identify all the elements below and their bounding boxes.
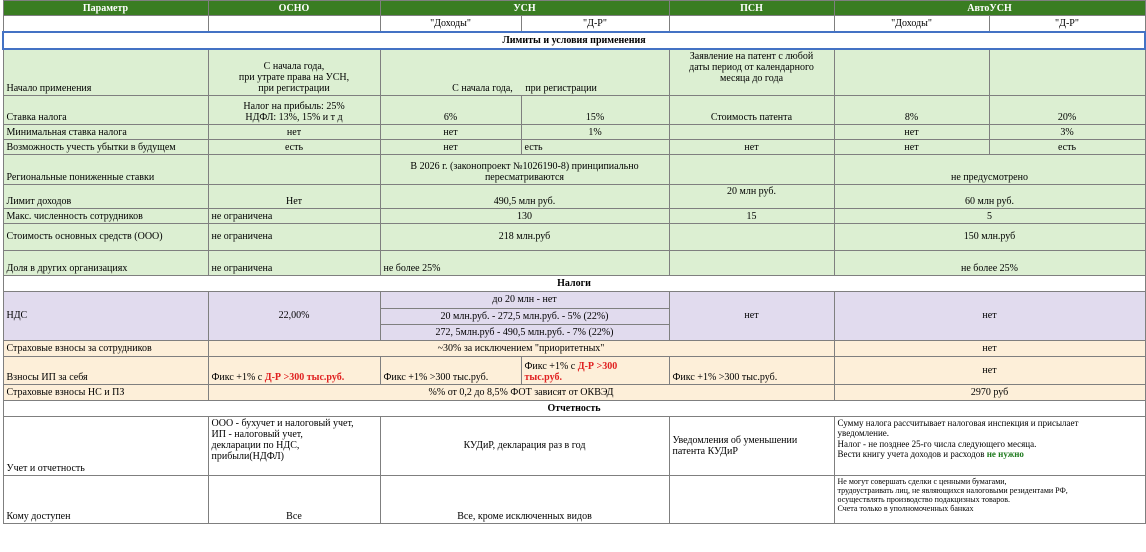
vat-usn-tier-3[interactable]: 272, 5млн.руб - 490,5 млн.руб. - 7% (22%) [380,324,669,340]
minrate-ausn-dr[interactable]: 3% [989,124,1145,139]
row-label[interactable]: Начало применения [3,49,208,95]
row-label[interactable]: Стоимость основных средств (ООО) [3,223,208,250]
header-param[interactable]: Параметр [3,1,208,16]
share-usn[interactable]: не более 25% [380,250,669,275]
row-losses [3,139,1145,154]
cell-line [525,361,666,372]
subheader-empty[interactable] [3,16,208,33]
section-limits-row [3,32,1145,49]
minrate-usn-income[interactable]: нет [380,124,521,139]
share-ausn[interactable]: не более 25% [834,250,1145,275]
highlight-text: тыс.руб. [524,371,562,383]
regional-osno[interactable] [208,154,380,184]
accounting-psn[interactable] [669,416,834,475]
cell-line: Счета только в уполномоченных банках [837,503,974,513]
row-ns-pz [3,384,1145,400]
row-ip-contrib [3,356,1145,384]
cell-line: прибыли(НДФЛ) [211,450,284,462]
cell-line: Не могут совершать сделки с ценными бумагами, [837,476,1007,486]
vat-ausn[interactable]: нет [834,291,1145,340]
regional-ausn[interactable]: не предусмотрено [834,154,1145,184]
minrate-psn[interactable] [669,124,834,139]
row-label[interactable]: Региональные пониженные ставки [3,154,208,184]
cell-text: Вести книгу учета доходов и расходов [837,449,987,459]
cell-text: Фикс +1% с [524,360,578,372]
start-osno[interactable] [208,49,380,95]
income-limit-ausn[interactable]: 60 млн руб. [834,184,1145,208]
row-label[interactable]: Страховые взносы за сотрудников [3,340,208,356]
ip-contrib-ausn[interactable]: нет [834,356,1145,384]
row-income-limit [3,184,1145,208]
row-insurance-staff [3,340,1145,356]
rate-psn[interactable]: Стоимость патента [669,95,834,124]
cell-line: ИП - налоговый учет, [211,428,303,440]
subheader-usn-income[interactable]: "Доходы" [380,16,521,33]
income-limit-psn[interactable]: 20 млн руб. [669,184,834,208]
cell-line: даты период от календарного [689,62,814,73]
row-label[interactable]: Возможность учесть убытки в будущем [3,139,208,154]
header-psn[interactable]: ПСН [669,1,834,16]
staff-osno[interactable]: не ограничена [208,208,380,223]
subheader-empty[interactable] [208,16,380,33]
row-accounting [3,416,1145,475]
row-label[interactable]: Макс. численность сотрудников [3,208,208,223]
cell-line: В 2026 г. (законопроект №1026190-8) принципиально [410,160,639,172]
row-label[interactable]: Доля в других организациях [3,250,208,275]
ip-contrib-usn-dr[interactable] [521,356,669,384]
row-label[interactable]: Ставка налога [3,95,208,124]
start-usn[interactable]: С начала года, при регистрации [380,49,669,95]
cell-line: Налог - не позднее 25-го числа следующего месяца. [837,438,1037,449]
available-osno[interactable]: Все [208,475,380,523]
subheader-ausn-income[interactable]: "Доходы" [834,16,989,33]
cell-line: С начала года, [263,60,325,72]
start-ausn-dr[interactable] [989,49,1145,95]
header-ausn[interactable]: АвтоУСН [834,1,1145,16]
section-limits-title[interactable]: Лимиты и условия применения [3,32,1145,49]
ip-contrib-psn[interactable]: Фикс +1% >300 тыс.руб. [669,356,834,384]
cell-line: патента КУДиР [672,445,738,457]
cell-line: НДФЛ: 13%, 15% и т д [245,111,343,123]
row-minrate [3,124,1145,139]
subheader-usn-dr[interactable]: "Д-Р" [521,16,669,33]
header-osno[interactable]: ОСНО [208,1,380,16]
subheader-ausn-dr[interactable]: "Д-Р" [989,16,1145,33]
cell-line: уведомление. [837,428,890,438]
cell-line: при утрате права на УСН, [238,71,350,83]
highlight-text: Д-Р >300 тыс.руб. [264,371,345,383]
cell-line: ООО - бухучет и налоговый учет, [211,417,354,429]
cell-line: осуществлять производство подакцизных товаров. [837,494,1010,504]
rate-usn-dr[interactable]: 15% [521,95,669,124]
cell-line: пересматриваются [484,171,565,183]
cell-line: трудоустраивать лиц, не являющихся налоговыми резидентами РФ, [837,485,1068,495]
cell-line: декларации по НДС, [211,439,300,451]
cell-line: при регистрации [258,82,330,94]
subheader-row [3,16,1145,33]
accounting-osno[interactable] [208,416,380,475]
row-available [3,475,1145,523]
highlight-text: не нужно [986,449,1024,459]
vat-osno[interactable]: 22,00% [208,291,380,340]
row-staff [3,208,1145,223]
highlight-text: Д-Р >300 [577,360,618,372]
assets-ausn[interactable]: 150 млн.руб [834,223,1145,250]
losses-ausn-dr[interactable]: есть [989,139,1145,154]
losses-usn-income[interactable]: нет [380,139,521,154]
row-regional [3,154,1145,184]
rate-usn-income[interactable]: 6% [380,95,521,124]
minrate-usn-dr[interactable]: 1% [521,124,669,139]
subheader-empty[interactable] [669,16,834,33]
row-label[interactable]: НДС [3,291,208,340]
rate-ausn-dr[interactable]: 20% [989,95,1145,124]
section-taxes-row [3,275,1145,291]
available-ausn[interactable] [834,475,1145,523]
income-limit-osno[interactable]: Нет [208,184,380,208]
insurance-staff-osno-usn-psn[interactable]: ~30% за исключением "приоритетных" [208,340,834,356]
ip-contrib-usn-income[interactable]: Фикс +1% >300 тыс.руб. [380,356,521,384]
accounting-ausn[interactable] [834,416,1145,475]
losses-ausn-income[interactable]: нет [834,139,989,154]
section-reports-row [3,400,1145,416]
ns-pz-value[interactable]: %% от 0,2 до 8,5% ФОТ зависят от ОКВЭД [208,384,834,400]
cell-line: Налог на прибыль: 25% [243,100,345,112]
share-osno[interactable]: не ограничена [208,250,380,275]
ip-contrib-osno[interactable] [208,356,380,384]
row-label[interactable]: Кому доступен [3,475,208,523]
assets-psn[interactable] [669,223,834,250]
row-label[interactable]: Учет и отчетность [3,416,208,475]
row-label[interactable]: Лимит доходов [3,184,208,208]
cell-line: Сумму налога рассчитывает налоговая инспекция и присылает [837,417,1079,428]
available-usn[interactable]: Все, кроме исключенных видов [380,475,669,523]
row-share [3,250,1145,275]
row-assets [3,223,1145,250]
cell-line: месяца до года [719,73,784,84]
row-label[interactable]: Минимальная ставка налога [3,124,208,139]
vat-usn-tier-2[interactable]: 20 млн.руб. - 272,5 млн.руб. - 5% (22%) [380,308,669,324]
available-psn[interactable] [669,475,834,523]
cell-line [838,449,1142,460]
header-row [3,1,1145,16]
share-psn[interactable] [669,250,834,275]
vat-usn-tier-1[interactable]: до 20 млн - нет [380,291,669,308]
section-taxes-title[interactable]: Налоги [3,275,1145,291]
row-start [3,49,1145,95]
minrate-osno[interactable]: нет [208,124,380,139]
assets-osno[interactable]: не ограничена [208,223,380,250]
row-rate [3,95,1145,124]
cell-text: Фикс +1% с [211,371,265,383]
row-label[interactable]: Страховые взносы НС и ПЗ [3,384,208,400]
vat-psn[interactable]: нет [669,291,834,340]
header-usn[interactable]: УСН [380,1,669,16]
losses-usn-dr[interactable]: есть [521,139,669,154]
row-vat [3,291,1145,308]
accounting-usn[interactable]: КУДиР, декларация раз в год [380,416,669,475]
cell-line: Заявление на патент с любой [689,51,814,62]
rate-ausn-income[interactable]: 8% [834,95,989,124]
losses-osno[interactable]: есть [208,139,380,154]
losses-psn[interactable]: нет [669,139,834,154]
insurance-staff-ausn[interactable]: нет [834,340,1145,356]
section-reports-title[interactable]: Отчетность [3,400,1145,416]
income-limit-usn[interactable]: 490,5 млн руб. [380,184,669,208]
regional-psn[interactable] [669,154,834,184]
staff-usn[interactable]: 130 [380,208,669,223]
tax-regimes-table [2,0,1146,524]
rate-osno[interactable] [208,95,380,124]
staff-ausn[interactable]: 5 [834,208,1145,223]
cell-line: Уведомления об уменьшении [672,434,798,446]
assets-usn[interactable]: 218 млн.руб [380,223,669,250]
row-label[interactable]: Взносы ИП за себя [3,356,208,384]
start-psn[interactable] [669,49,834,95]
ns-pz-ausn[interactable]: 2970 руб [834,384,1145,400]
regional-usn[interactable] [380,154,669,184]
minrate-ausn-income[interactable]: нет [834,124,989,139]
staff-psn[interactable]: 15 [669,208,834,223]
start-ausn-income[interactable] [834,49,989,95]
